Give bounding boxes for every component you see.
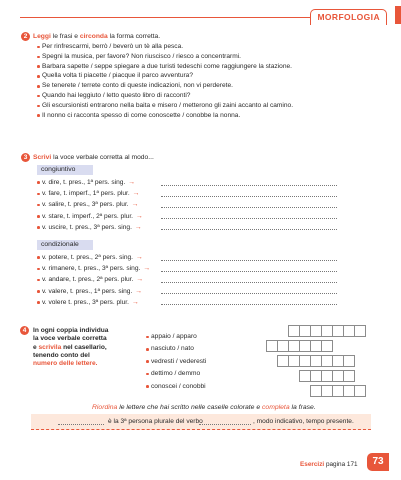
answer-blank-1[interactable] [58,424,104,425]
band-condizionale: condizionale [37,240,93,250]
exercise-3-title [23,154,154,161]
answer-line[interactable] [161,304,337,305]
reorder-instruction: Riordina le lettere che hai scritto nelle caselle colorate e completa la frase. [92,404,316,411]
exercise-2-sentences [37,42,377,120]
verb-item [37,199,337,210]
ex3-action-write: Scrivi [33,154,52,161]
verb-prompt: v. valere, t. pres., 1ª pers. sing. [42,287,133,295]
verb-item [37,274,337,285]
answer-line[interactable] [161,260,337,261]
ex4-line-4: tenendo conto del [33,351,90,359]
exercise-3-number: 3 [21,153,30,162]
sentence-item[interactable]: Per rinfrescarmi, berrò / beverò un tè alla pesca. [37,42,377,52]
condizionale-list [37,252,337,308]
footer-page-ref: pagina 171 [325,461,358,468]
exercise-2-number: 2 [21,32,30,41]
sentence-item[interactable]: Gli escursionisti entrarono nella baita e misero / metterono gli zaini accanto al camino. [37,101,377,111]
exercise-4-number: 4 [20,326,29,335]
pair-item[interactable]: dettimo / demmo [146,368,206,380]
answer-line[interactable] [161,196,337,197]
answer-line[interactable] [161,293,337,294]
arrow-icon: → [134,223,142,231]
pair-item[interactable]: appaio / apparo [146,331,206,343]
verb-prompt: v. potere, t. pres., 2ª pers. sing. [42,254,134,261]
verb-prompt: v. rimanere, t. pres., 3ª pers. sing. [42,265,141,273]
page-number: 73 [367,453,389,471]
answer-line[interactable] [161,229,337,230]
ex4-line-5: numero delle lettere. [33,360,98,368]
arrow-icon: → [131,201,139,209]
final-answer-bar [31,414,371,430]
exercise-4-instructions [21,327,136,368]
verb-item [37,252,337,263]
arrow-icon: → [132,190,140,198]
sentence-item[interactable]: Barbara sapette / seppe spiegare a due turisti tedeschi come raggiungere la stazione. [37,62,377,72]
verb-item [37,177,337,188]
band-congiuntivo: congiuntivo [37,165,93,175]
verb-item [37,263,337,274]
ex3-title-end: la voce verbale corretta al modo... [51,154,154,161]
verb-prompt: v. volere t. pres., 3ª pers. plur. [42,298,129,306]
exercise-2-title [23,33,161,40]
verb-prompt: v. fare, t. imperf., 1ª pers. plur. [42,190,130,198]
answer-line[interactable] [161,207,337,208]
answer-line[interactable] [161,185,337,186]
answer-blank-2[interactable] [199,424,251,425]
sentence-item[interactable]: Spegni la musica, per favore? Non riuscisco / riesco a concentrarmi. [37,52,377,62]
grid-cell[interactable] [343,370,355,382]
answer-text-end: , modo indicativo, tempo presente. [253,418,354,425]
answer-line[interactable] [161,271,337,272]
sentence-item[interactable]: Il nonno ci racconta spesso di come conoscette / conobbe la nonna. [37,111,377,121]
ex4-line-2: la voce verbale corretta [33,335,107,343]
answer-text-mid: è la 3ª persona plurale del verbo [108,418,203,425]
pair-item[interactable]: nasciuto / nato [146,343,206,355]
arrow-icon: → [135,287,143,295]
footer-reference [300,461,358,468]
ex2-title-end: la forma corretta. [107,33,161,40]
grid-cell[interactable] [343,355,355,367]
verb-item [37,286,337,297]
grid-cell[interactable] [354,385,366,397]
verb-prompt: v. andare, t. pres., 2ª pers. plur. [42,276,134,284]
verb-prompt: v. salire, t. pres., 3ª pers. plur. [42,201,129,209]
verb-prompt: v. stare, t. imperf., 2ª pers. plur. [42,212,133,220]
verb-prompt: v. uscire, t. pres., 3ª pers. sing. [42,223,132,231]
answer-line[interactable] [161,282,337,283]
ex4-line-3: e scrivila nel casellario, [33,343,107,351]
section-tab: MORFOLOGIA [310,9,387,25]
sentence-item[interactable]: Se tenerete / terrete conto di queste indicazioni, non vi perderete. [37,81,377,91]
header-edge-marker [395,6,401,24]
verb-item [37,297,337,308]
crossword-grid[interactable] [266,325,376,402]
page-header [0,6,401,24]
verb-pairs [146,331,206,393]
arrow-icon: → [128,179,136,186]
ex2-action-read: Leggi [33,33,51,40]
verb-item [37,211,337,222]
sentence-item[interactable]: Quando hai leggiuto / letto questo libro di racconti? [37,91,377,101]
ex2-action-circle: circonda [79,33,108,40]
arrow-icon: → [143,265,151,273]
pair-item[interactable]: conoscei / conobbi [146,381,206,393]
verb-prompt: v. dire, t. pres., 1ª pers. sing. [42,179,126,186]
grid-cell[interactable] [354,325,366,337]
ex4-line-1: In ogni coppia individua [33,327,109,334]
footer-label: Esercizi [300,461,325,468]
verb-item [37,188,337,199]
arrow-icon: → [135,254,143,261]
answer-line[interactable] [161,218,337,219]
verb-item [37,222,337,233]
pair-item[interactable]: vedresti / vederesti [146,356,206,368]
arrow-icon: → [135,212,143,220]
arrow-icon: → [136,276,144,284]
sentence-item[interactable]: Quella volta ti piacette / piacque il parco avventura? [37,71,377,81]
grid-cell[interactable] [321,340,333,352]
ex2-title-mid: le frasi e [50,33,80,40]
congiuntivo-list [37,177,337,233]
arrow-icon: → [131,298,139,306]
